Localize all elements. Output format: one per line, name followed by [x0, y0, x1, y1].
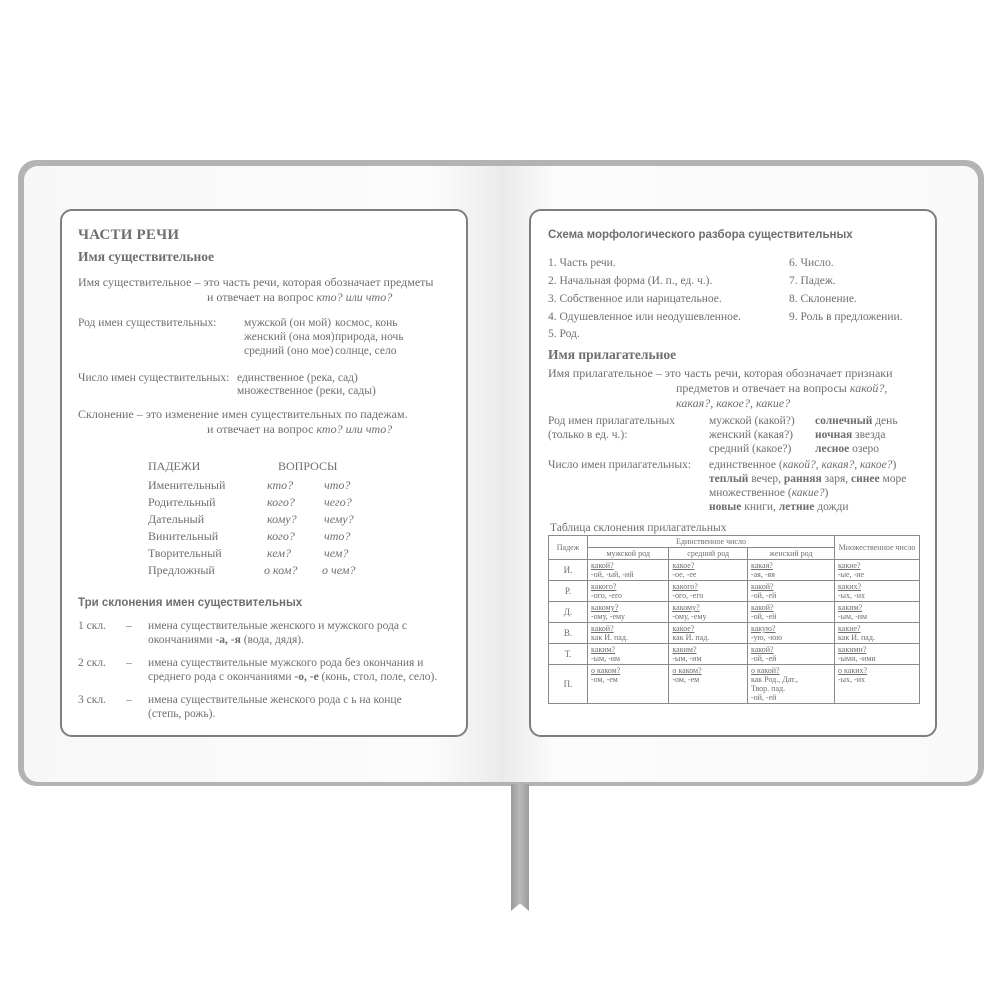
table-cell-question: какой?: [750, 582, 774, 591]
table-cell-p: [835, 644, 920, 665]
scheme-item: 3. Собственное или нарицательное.: [548, 293, 722, 305]
declension-text-line-1: имена существительные женского рода с ь на конце: [148, 694, 402, 706]
table-header-masculine: мужской род: [588, 548, 669, 560]
table-cell-ending: -ом, -ем: [591, 675, 618, 684]
table-cell-question: о каком?: [672, 666, 702, 675]
adjective-gender-example: ночная звезда: [815, 429, 886, 441]
case-question-what: что?: [324, 529, 351, 543]
case-question-who: кем?: [267, 546, 291, 560]
table-cell-question: какими?: [838, 645, 867, 654]
adjective-gender-item: женский (какая?): [709, 429, 794, 441]
noun-definition-line-1: Имя существительное – это часть речи, которая обозначает предметы: [78, 275, 434, 289]
table-cell-ending: -ым, -им: [838, 612, 868, 621]
number-label: Число имен существительных:: [78, 372, 230, 384]
adjective-definition-line-2: предметов и отвечает на вопросы какой?,: [676, 381, 888, 395]
adjective-gender-example: солнечный день: [815, 415, 898, 427]
number-plural: множественное (реки, сады): [237, 385, 376, 397]
cases-header: ПАДЕЖИ: [148, 459, 201, 473]
table-cell-ending: -ым, -им: [591, 654, 621, 663]
case-name: Именительный: [148, 478, 226, 492]
case-question-what: чем?: [324, 546, 349, 560]
case-question-who: кого?: [267, 529, 295, 543]
table-row: [549, 602, 920, 623]
adjective-gender-example: лесное озеро: [815, 443, 880, 455]
table-cell-n: [669, 623, 748, 644]
noun-definition-line-2: и отвечает на вопрос кто? или что?: [207, 290, 393, 304]
table-cell-ending: -ому, -ему: [672, 612, 707, 621]
table-cell-case: В.: [549, 623, 588, 644]
declension-definition-line-1: Склонение – это изменение имен существительных по падежам.: [78, 407, 408, 421]
table-cell-p: [835, 623, 920, 644]
table-cell-ending: -ую, -юю: [750, 633, 783, 642]
table-cell-ending: -ой, -ей: [750, 591, 777, 600]
table-cell-question: о каком?: [591, 666, 621, 675]
gender-example: космос, конь: [335, 317, 398, 329]
table-cell-ending: -ой, -ей: [750, 693, 777, 702]
table-cell-m: [588, 581, 669, 602]
table-cell-f: [747, 581, 834, 602]
scheme-item: 8. Склонение.: [789, 293, 857, 305]
table-cell-ending: -ой, -ей: [750, 612, 777, 621]
table-cell-question: какой?: [750, 603, 774, 612]
case-question-what: что?: [324, 478, 351, 492]
case-name: Предложный: [148, 563, 215, 577]
adjective-number-plural: множественное (какие?): [709, 487, 829, 499]
case-question-who: о ком?: [264, 563, 298, 577]
declension-dash: –: [126, 620, 132, 632]
gender-example: солнце, село: [335, 345, 397, 357]
scheme-item: 1. Часть речи.: [548, 257, 616, 269]
table-row: [549, 623, 920, 644]
table-cell-p: [835, 581, 920, 602]
table-cell-ending: -ыми, -ими: [838, 654, 876, 663]
table-cell-ending: -ом, -ем: [672, 675, 700, 684]
table-cell-m: [588, 560, 669, 581]
table-cell-ending: -ых, -их: [838, 591, 865, 600]
table-cell-ending: -ой, -ый, -ий: [591, 570, 634, 579]
adjective-number-label: Число имен прилагательных:: [548, 459, 692, 471]
table-cell-question: каким?: [672, 645, 697, 654]
case-name: Творительный: [148, 546, 222, 560]
table-cell-question: какой?: [591, 624, 614, 633]
table-cell-f: [747, 623, 834, 644]
table-cell-ending: -ого, -его: [672, 591, 704, 600]
table-cell-question: какой?: [750, 645, 774, 654]
gender-example: природа, ночь: [335, 331, 404, 343]
case-name: Родительный: [148, 495, 216, 509]
table-cell-p: [835, 665, 920, 704]
gender-item: мужской (он мой): [244, 317, 332, 329]
table-row: [549, 581, 920, 602]
declension-text-line-1: имена существительные женского и мужского рода с: [148, 620, 407, 632]
table-cell-question: какое?: [672, 561, 695, 570]
case-question-what: о чем?: [322, 563, 356, 577]
table-header-neuter: средний род: [669, 548, 748, 560]
scheme-item: 4. Одушевленное или неодушевленное.: [548, 311, 741, 323]
declension-text-line-1: имена существительные мужского рода без окончания и: [148, 657, 424, 669]
noun-heading: Имя существительное: [78, 249, 215, 264]
table-cell-question: о каких?: [838, 666, 868, 675]
table-cell-case: П.: [549, 665, 588, 704]
table-cell-question: какого?: [672, 582, 698, 591]
table-cell-case: Т.: [549, 644, 588, 665]
declension-number: 3 скл.: [78, 694, 106, 706]
table-cell-n: [669, 581, 748, 602]
gender-item: средний (оно мое): [244, 345, 334, 357]
table-cell-n: [669, 560, 748, 581]
table-header-case: Падеж: [549, 536, 588, 560]
table-header-feminine: женский род: [747, 548, 834, 560]
case-question-who: кого?: [267, 495, 295, 509]
case-name: Винительный: [148, 529, 219, 543]
declension-table-title: Таблица склонения прилагательных: [550, 522, 727, 534]
gender-label: Род имен существительных:: [78, 317, 217, 329]
table-cell-ending: -ое, -ее: [672, 570, 697, 579]
table-cell-question: какому?: [591, 603, 619, 612]
table-cell-ending: -ая, -яя: [750, 570, 775, 579]
table-cell-question: какой?: [591, 561, 614, 570]
table-body: [549, 560, 920, 704]
adjective-definition-line-3: какая?, какое?, какие?: [676, 396, 791, 410]
table-cell-question: какие?: [838, 624, 861, 633]
adjective-number-plural-examples: новые книги, летние дожди: [709, 501, 849, 513]
table-row: [549, 644, 920, 665]
table-cell-ending: -ой, -ей: [750, 654, 777, 663]
scheme-title: Схема морфологического разбора существительных: [548, 229, 853, 241]
table-cell-f: [747, 560, 834, 581]
table-cell-ending: -ым, -им: [672, 654, 702, 663]
declension-dash: –: [126, 694, 132, 706]
table-header-singular: Единственное число: [588, 536, 835, 548]
table-cell-p: [835, 602, 920, 623]
table-cell-question: каким?: [591, 645, 616, 654]
table-cell-ending: -ого, -его: [591, 591, 623, 600]
scheme-item: 5. Род.: [548, 328, 580, 340]
declension-definition-line-2: и отвечает на вопрос кто? или что?: [207, 422, 393, 436]
table-cell-ending: -ые, -ие: [838, 570, 865, 579]
table-cell-question: какого?: [591, 582, 617, 591]
case-question-what: чему?: [324, 512, 354, 526]
table-cell-f: [747, 644, 834, 665]
table-cell-m: [588, 665, 669, 704]
declension-text-line-2: окончаниями -а, -я (вода, дядя).: [148, 634, 305, 646]
table-cell-question: какая?: [750, 561, 773, 570]
questions-header: ВОПРОСЫ: [278, 459, 338, 473]
table-cell-ending: Твор. пад.: [750, 684, 786, 693]
case-question-who: кому?: [267, 512, 297, 526]
table-cell-m: [588, 602, 669, 623]
scheme-item: 6. Число.: [789, 257, 834, 269]
adjective-gender-label-note: (только в ед. ч.):: [548, 429, 628, 441]
scheme-item: 2. Начальная форма (И. п., ед. ч.).: [548, 275, 713, 287]
table-cell-ending: как И. пад.: [591, 633, 628, 642]
table-cell-ending: как И. пад.: [672, 633, 710, 642]
table-header-row: [549, 536, 920, 548]
declension-number: 1 скл.: [78, 620, 106, 632]
adjective-number-singular-examples: теплый вечер, ранняя заря, синее море: [709, 473, 907, 485]
table-cell-n: [669, 644, 748, 665]
adjective-definition-line-1: Имя прилагательное – это часть речи, которая обозначает признаки: [548, 366, 893, 380]
scheme-item: 9. Роль в предложении.: [789, 311, 903, 323]
table-cell-question: какие?: [838, 561, 861, 570]
table-cell-question: какую?: [750, 624, 776, 633]
adjective-gender-item: средний (какое?): [709, 443, 792, 455]
table-header-plural: Множественное число: [835, 536, 920, 560]
declension-text-line-2: (степь, рожь).: [148, 708, 216, 720]
gender-item: женский (она моя): [244, 331, 335, 343]
scheme-item: 7. Падеж.: [789, 275, 836, 287]
adjective-heading: Имя прилагательное: [548, 347, 677, 362]
table-cell-n: [669, 665, 748, 704]
table-cell-p: [835, 560, 920, 581]
adjective-gender-item: мужской (какой?): [709, 415, 795, 427]
case-question-who: кто?: [267, 478, 294, 492]
table-cell-question: какое?: [672, 624, 695, 633]
table-row: [549, 665, 920, 704]
table-cell-f: [747, 665, 834, 704]
adjective-number-singular: единственное (какой?, какая?, какое?): [709, 459, 897, 471]
table-cell-n: [669, 602, 748, 623]
table-cell-case: Р.: [549, 581, 588, 602]
table-row: [549, 560, 920, 581]
bookmark-ribbon[interactable]: [511, 784, 529, 911]
declension-text-line-2: среднего рода с окончаниями -о, -е (конь, стол, поле, село).: [148, 671, 438, 683]
declension-dash: –: [126, 657, 132, 669]
table-cell-ending: как Род., Дат.,: [750, 675, 798, 684]
table-cell-case: И.: [549, 560, 588, 581]
table-cell-question: каким?: [838, 603, 863, 612]
case-name: Дательный: [148, 512, 205, 526]
table-cell-case: Д.: [549, 602, 588, 623]
table-cell-ending: -ому, -ему: [591, 612, 626, 621]
table-cell-question: каких?: [838, 582, 862, 591]
table-cell-ending: как И. пад.: [838, 633, 875, 642]
table-cell-m: [588, 644, 669, 665]
adjective-gender-label: Род имен прилагательных: [548, 415, 675, 427]
table-cell-ending: -ых, -их: [838, 675, 865, 684]
declension-number: 2 скл.: [78, 657, 106, 669]
table-cell-question: какому?: [672, 603, 700, 612]
page-title: ЧАСТИ РЕЧИ: [78, 227, 180, 243]
number-singular: единственное (река, сад): [237, 372, 358, 384]
adjective-declension-table: [548, 535, 920, 704]
table-cell-m: [588, 623, 669, 644]
table-cell-f: [747, 602, 834, 623]
case-question-what: чего?: [324, 495, 352, 509]
three-declensions-heading: Три склонения имен существительных: [78, 597, 303, 609]
table-cell-question: о какой?: [750, 666, 780, 675]
